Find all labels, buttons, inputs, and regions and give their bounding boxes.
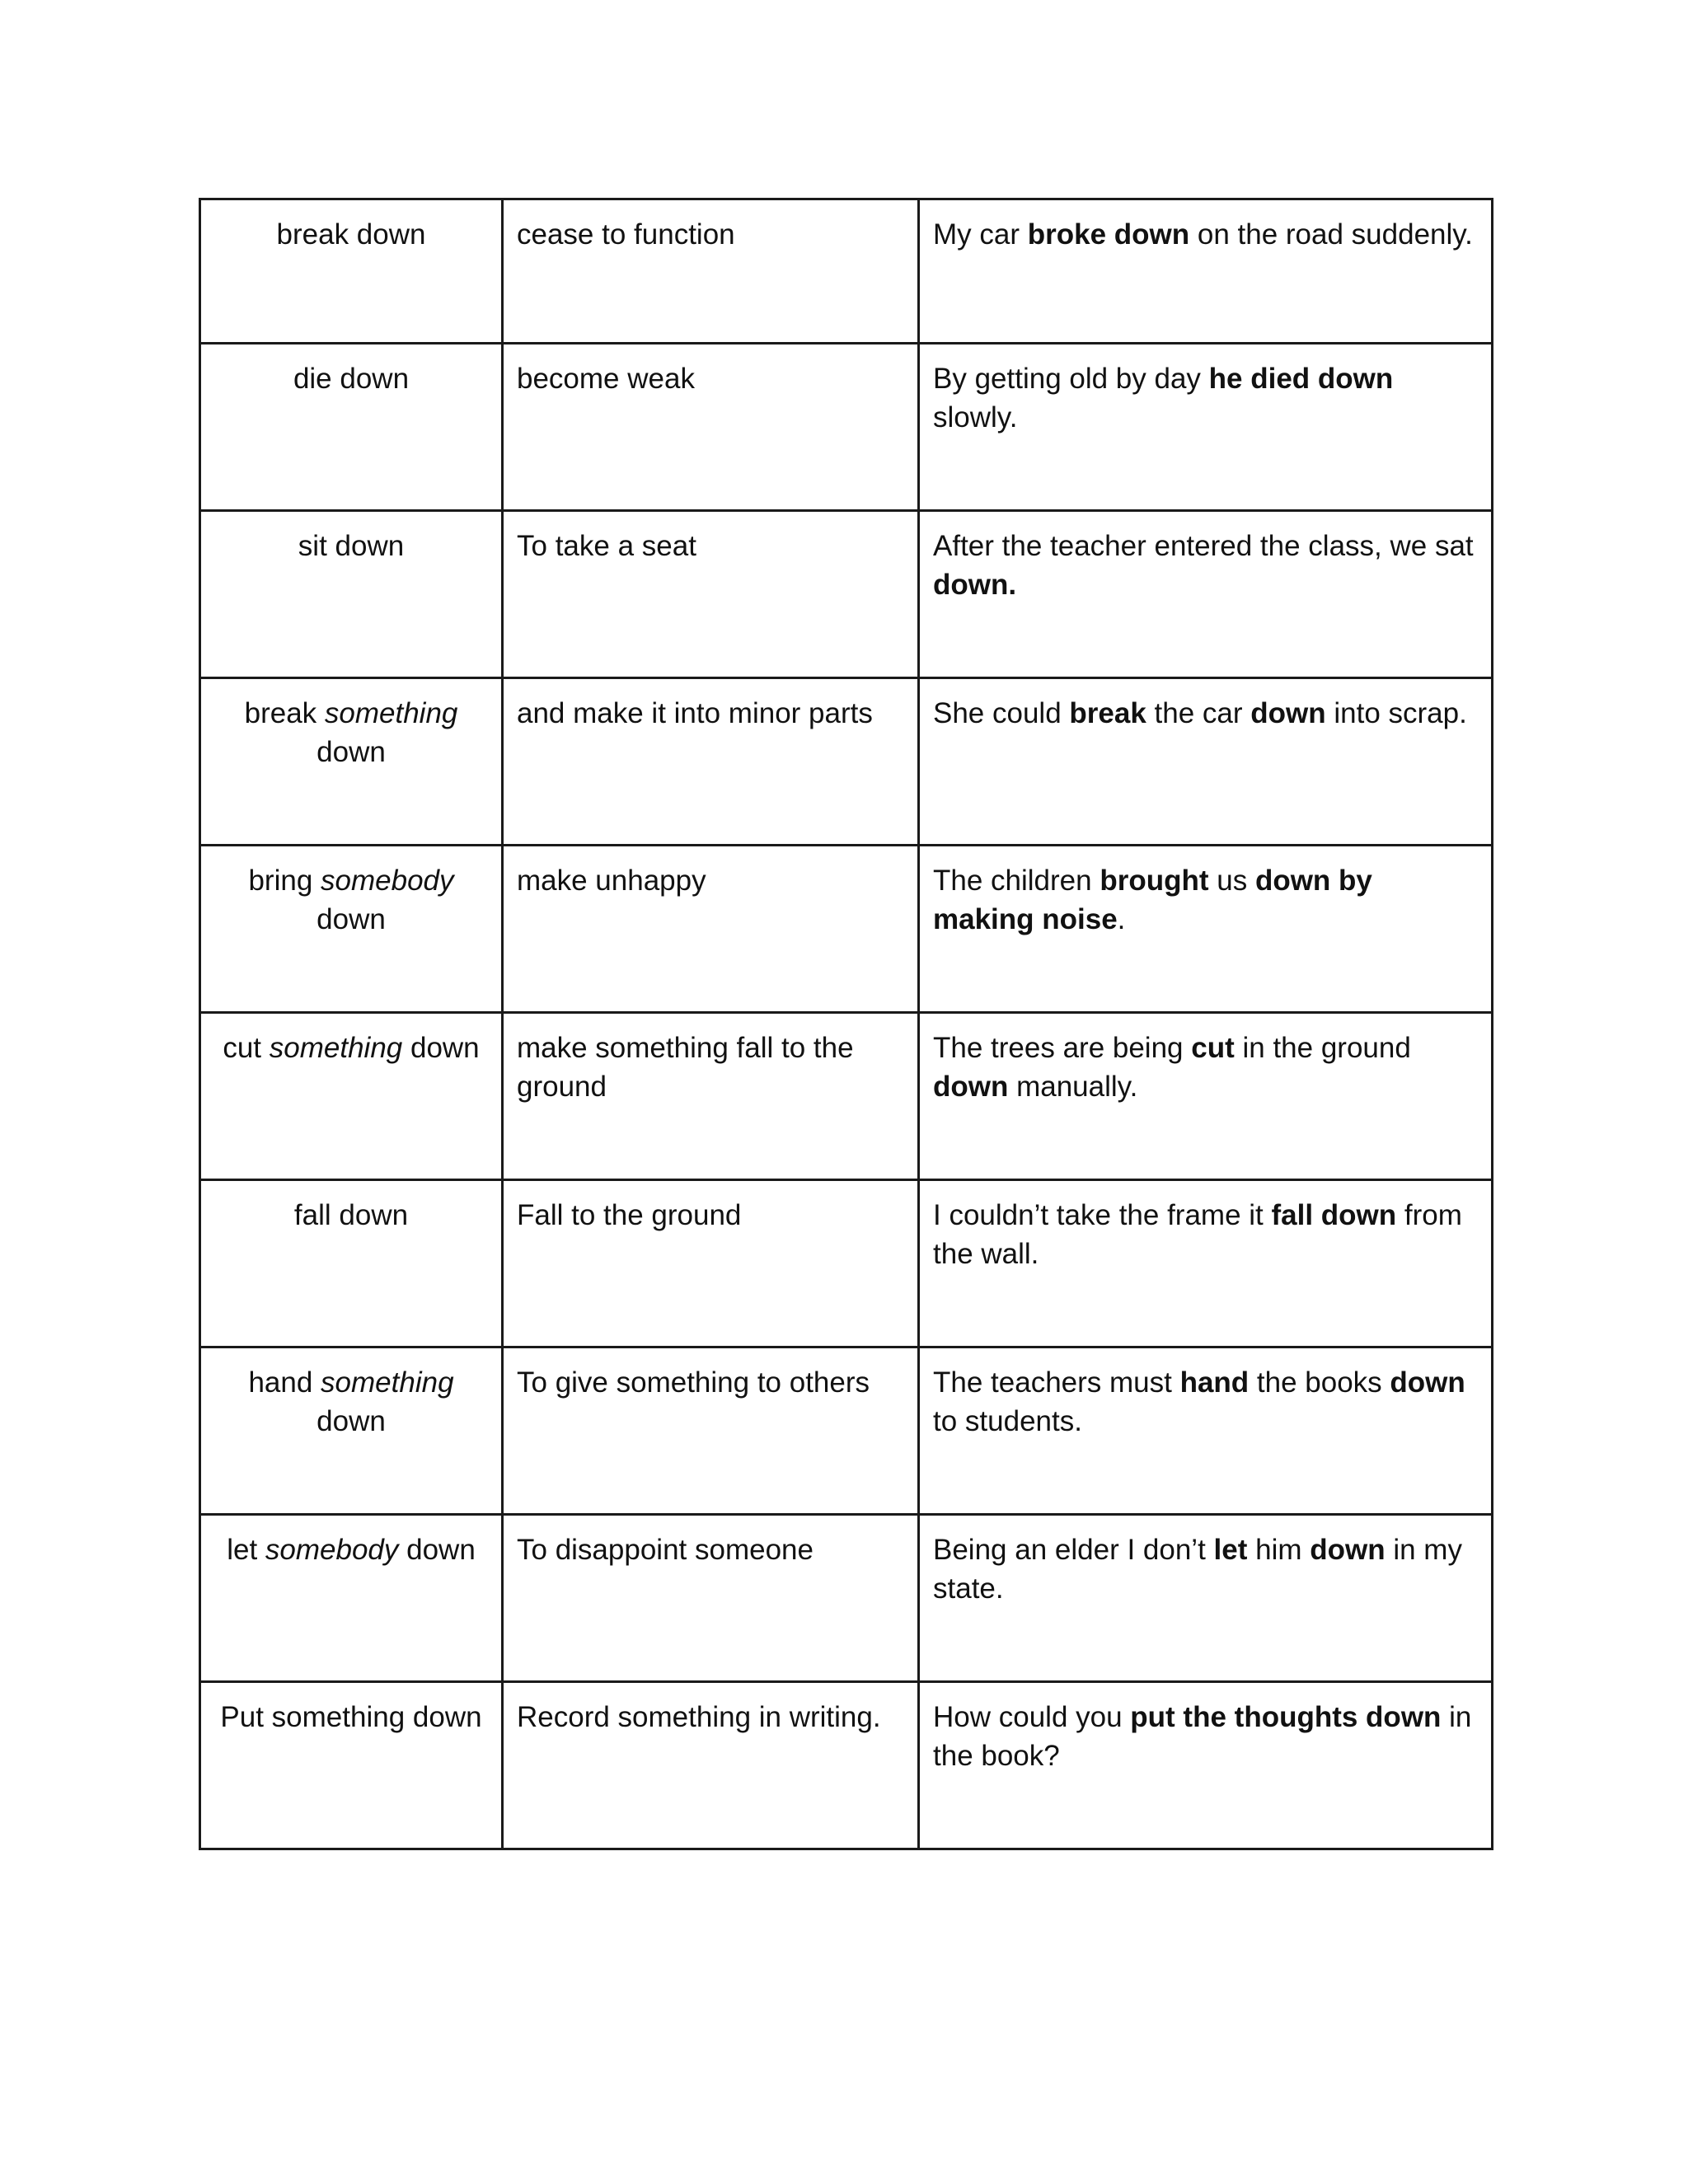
text-segment: The teachers must [933,1366,1180,1399]
phrasal-verb-cell [200,199,503,344]
text-segment: down [316,1405,386,1437]
text-segment: into scrap. [1325,697,1467,729]
phrasal-verb-cell [200,1013,503,1180]
text-segment: down [402,1032,480,1064]
example-cell [919,1682,1493,1849]
definition-cell-text: To disappoint someone [517,1534,814,1566]
text-segment: die down [293,363,410,395]
text-segment: in the book? [933,1701,1472,1772]
definition-cell [503,1515,919,1682]
text-segment: manually. [1008,1071,1138,1103]
emphasized-text: down [933,1071,1009,1103]
placeholder-word: somebody [265,1534,399,1566]
definition-cell [503,678,919,846]
example-cell [919,1515,1493,1682]
table-row [200,1180,1493,1347]
text-segment: in the ground [1234,1032,1411,1064]
emphasized-text: down [1250,697,1326,729]
text-segment: fall down [293,1199,409,1231]
text-segment: bring [248,865,321,897]
table-row [200,1347,1493,1515]
definition-cell-text: To give something to others [517,1366,870,1399]
text-segment: The children [933,865,1100,897]
text-segment: him [1247,1534,1311,1566]
example-cell [919,344,1493,511]
text-segment: How could you [933,1701,1131,1733]
emphasized-text: brought [1100,865,1209,897]
emphasized-text: let [1213,1534,1248,1566]
example-cell [919,199,1493,344]
phrasal-verbs-table [199,198,1493,1850]
table-row [200,678,1493,846]
text-segment: on the road suddenly. [1189,218,1473,251]
emphasized-text: down [1310,1534,1386,1566]
emphasized-text: he died down [1208,363,1394,395]
phrasal-verb-cell [200,846,503,1013]
definition-cell [503,511,919,678]
text-segment: Being an elder I don’t [933,1534,1214,1566]
phrasal-verb-cell [200,1682,503,1849]
text-segment: down [316,903,386,935]
text-segment: The trees are being [933,1032,1192,1064]
text-segment: break down [276,218,426,251]
phrasal-verb-cell [200,1515,503,1682]
placeholder-word: something [321,1366,454,1399]
definition-cell-text: make something fall to the ground [517,1032,854,1103]
text-segment: us [1208,865,1255,897]
example-cell [919,1013,1493,1180]
definition-cell [503,1682,919,1849]
definition-cell-text: Record something in writing. [517,1701,881,1733]
emphasized-text: fall down [1271,1199,1397,1231]
table-row [200,199,1493,344]
table-row [200,1013,1493,1180]
emphasized-text: down [1390,1366,1465,1399]
text-segment: She could [933,697,1070,729]
text-segment: down [398,1534,476,1566]
example-cell [919,678,1493,846]
text-segment: After the teacher entered the class, we sat [933,530,1474,562]
definition-cell-text: and make it into minor parts [517,697,873,729]
example-cell [919,1347,1493,1515]
text-segment: in my state. [933,1534,1462,1605]
table-body [200,199,1493,1849]
text-segment: the books [1249,1366,1390,1399]
emphasized-text: put the thoughts down [1130,1701,1442,1733]
text-segment: . [1117,903,1126,935]
emphasized-text: cut [1191,1032,1235,1064]
emphasized-text: down by making noise [933,865,1372,935]
text-segment: from the wall. [933,1199,1462,1270]
definition-cell [503,1013,919,1180]
phrasal-verb-cell [200,344,503,511]
phrasal-verb-cell [200,511,503,678]
example-cell [919,511,1493,678]
phrasal-verb-cell [200,1347,503,1515]
text-segment: to students. [933,1405,1082,1437]
text-segment: cut [223,1032,270,1064]
emphasized-text: break [1069,697,1146,729]
example-cell [919,1180,1493,1347]
text-segment: the car [1146,697,1251,729]
text-segment: hand [248,1366,321,1399]
text-segment: Put something down [220,1701,482,1733]
placeholder-word: something [269,1032,403,1064]
text-segment: break [244,697,325,729]
table-row [200,1515,1493,1682]
definition-cell [503,344,919,511]
table-row [200,511,1493,678]
definition-cell-text: make unhappy [517,865,706,897]
text-segment: My car [933,218,1028,251]
emphasized-text: down. [933,569,1017,601]
text-segment: By getting old by day [933,363,1209,395]
emphasized-text: broke down [1027,218,1190,251]
placeholder-word: somebody [321,865,454,897]
definition-cell-text: cease to function [517,218,735,251]
definition-cell [503,1347,919,1515]
placeholder-word: something [324,697,458,729]
text-segment: down [316,736,386,768]
table-row [200,344,1493,511]
definition-cell-text: To take a seat [517,530,696,562]
phrasal-verb-cell [200,1180,503,1347]
example-cell [919,846,1493,1013]
text-segment: let [227,1534,265,1566]
table-row [200,846,1493,1013]
definition-cell-text: Fall to the ground [517,1199,742,1231]
text-segment: sit down [298,530,405,562]
definition-cell [503,199,919,344]
definition-cell [503,846,919,1013]
definition-cell-text: become weak [517,363,695,395]
emphasized-text: hand [1179,1366,1250,1399]
text-segment: I couldn’t take the frame it [933,1199,1272,1231]
phrasal-verb-cell [200,678,503,846]
text-segment: slowly. [933,401,1018,434]
definition-cell [503,1180,919,1347]
table-row [200,1682,1493,1849]
